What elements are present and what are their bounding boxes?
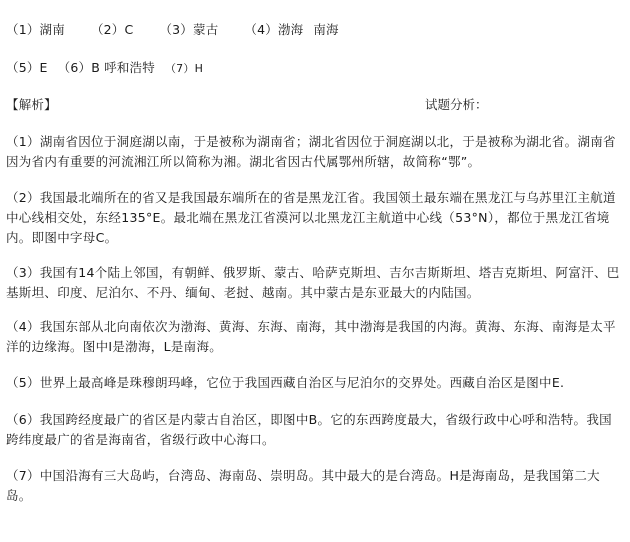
answer-7: （7）H: [164, 62, 204, 75]
analysis-paragraph-7: （7）中国沿海有三大岛屿，台湾岛、海南岛、崇明岛。其中最大的是台湾岛。H是海南岛，是我国第二大岛。: [6, 468, 600, 503]
answer-2: （2）C: [90, 22, 134, 37]
analysis-paragraph-4: （4）我国东部从北向南依次为渤海、黄海、东海、南海，其中渤海是我国的内海。黄海、东海、南海是太平洋的边缘海。图中I是渤海，L是南海。: [6, 319, 616, 354]
answer-4: （4）渤海: [244, 22, 304, 37]
analysis-heading: 【解析】: [6, 97, 57, 112]
answer-6: （6）B 呼和浩特: [57, 60, 155, 75]
analysis-paragraph-5: （5）世界上最高峰是珠穆朗玛峰，它位于我国西藏自治区与尼泊尔的交界处。西藏自治区是图中E.: [6, 375, 565, 390]
answer-5: （5）E: [6, 60, 48, 75]
answer-3: （3）蒙古: [159, 22, 219, 37]
analysis-paragraph-3: （3）我国有14个陆上邻国，有朝鲜、俄罗斯、蒙古、哈萨克斯坦、吉尔吉斯斯坦、塔吉克斯坦、阿富汗、巴基斯坦、印度、尼泊尔、不丹、缅甸、老挝、越南。其中蒙古是东亚最大的内陆国。: [6, 265, 620, 300]
analysis-paragraph-1: （1）湖南省因位于洞庭湖以南，于是被称为湖南省；湖北省因位于洞庭湖以北，于是被称为湖北省。湖南省因为省内有重要的河流湘江所以简称为湘。湖北省因古代属鄂州所辖，故简称“鄂”。: [6, 134, 616, 169]
analysis-paragraph-6: （6）我国跨经度最广的省区是内蒙古自治区，即图中B。它的东西跨度最大，省级行政中心呼和浩特。我国跨纬度最广的省是海南省，省级行政中心海口。: [6, 412, 612, 447]
answer-line-1: [6, 21, 339, 39]
answer-4-second: 南海: [313, 22, 339, 37]
analysis-label: 试题分析：: [425, 97, 488, 112]
answer-1: （1）湖南: [6, 22, 65, 37]
analysis-paragraph-2: （2）我国最北端所在的省又是我国最东端所在的省是黑龙江省。我国领土最东端在黑龙江与乌苏里江主航道中心线相交处，东经135°E。最北端在黑龙江省漠河以北黑龙江主航道中心线（53°N），都位于黑龙江省境内。即图中字母C。: [6, 190, 616, 245]
answer-line-2: [6, 59, 203, 78]
